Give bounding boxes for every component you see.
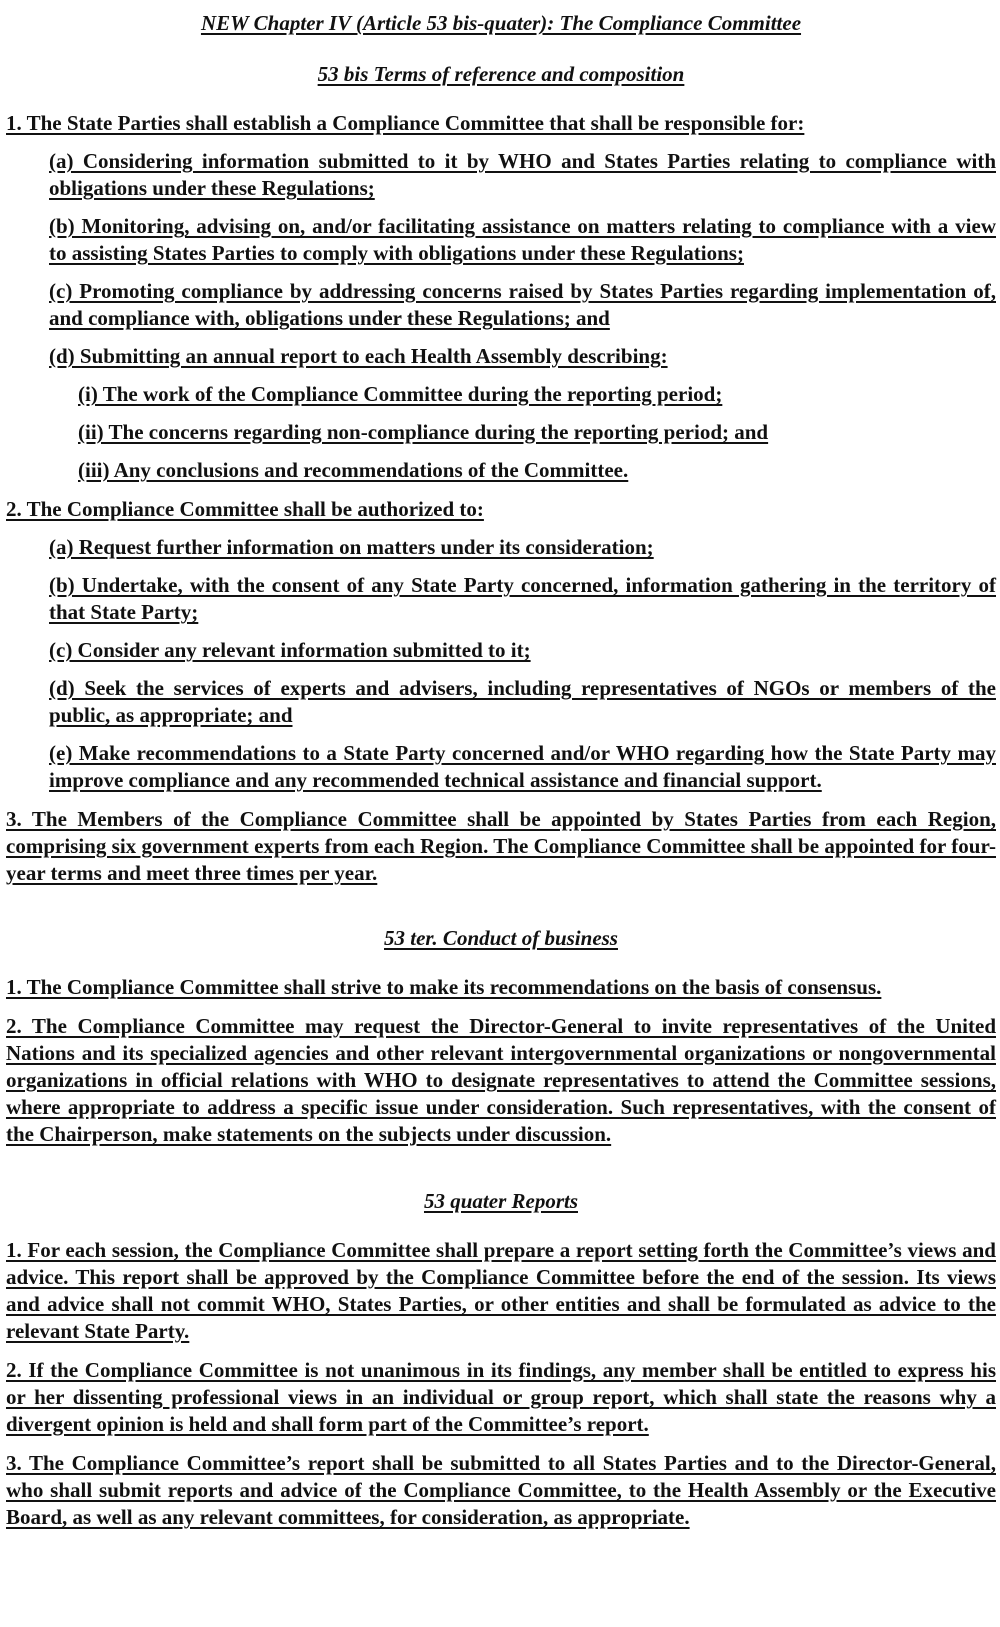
document-page xyxy=(6,4,996,1531)
paragraph-53quater-1: 1. For each session, the Compliance Committee shall prepare a report setting forth the Committee’s views and advice. This report shall be approved by the Compliance Committee before the end of the session. Its views and advice shall not commit WHO, States Parties, or other entities and shall be formulated as advice to the relevant State Party. xyxy=(6,1238,996,1343)
clause-53bis-1d-i: (i) The work of the Compliance Committee during the reporting period; xyxy=(78,382,723,406)
clause-53bis-2e: (e) Make recommendations to a State Party concerned and/or WHO regarding how the State Party may improve compliance and any recommended technical assistance and financial support. xyxy=(49,741,996,792)
paragraph-53ter-2: 2. The Compliance Committee may request the Director-General to invite representatives of the United Nations and its specialized agencies and other relevant intergovernmental organizations or nongovernmental organizations in official relations with WHO to designate representatives to attend the Committee sessions, where appropriate to address a specific issue under consideration. Such representatives, with the consent of the Chairperson, make statements on the subjects under discussion. xyxy=(6,1014,996,1146)
paragraph-53quater-2: 2. If the Compliance Committee is not unanimous in its findings, any member shall be entitled to express his or her dissenting professional views in an individual or group report, which shall state the reasons why a divergent opinion is held and shall form part of the Committee’s report. xyxy=(6,1358,996,1436)
paragraph-53bis-1: 1. The State Parties shall establish a Compliance Committee that shall be responsible for: xyxy=(6,111,805,135)
clause-53bis-2b: (b) Undertake, with the consent of any State Party concerned, information gathering in the territory of that State Party; xyxy=(49,573,996,624)
paragraph-53bis-2: 2. The Compliance Committee shall be authorized to: xyxy=(6,497,484,521)
clause-53bis-2a: (a) Request further information on matters under its consideration; xyxy=(49,535,654,559)
paragraph-53ter-1: 1. The Compliance Committee shall strive to make its recommendations on the basis of consensus. xyxy=(6,975,882,999)
paragraph-53quater-3: 3. The Compliance Committee’s report shall be submitted to all States Parties and to the Director-General, who shall submit reports and advice of the Compliance Committee, to the Health Assembly or the Executive Board, as well as any relevant committees, for consideration, as appropriate. xyxy=(6,1451,996,1529)
clause-53bis-1d-ii: (ii) The concerns regarding non-compliance during the reporting period; and xyxy=(78,420,769,444)
clause-53bis-1a: (a) Considering information submitted to it by WHO and States Parties relating to compliance with obligations under these Regulations; xyxy=(49,149,996,200)
clause-53bis-1d-iii: (iii) Any conclusions and recommendations of the Committee. xyxy=(78,458,629,482)
chapter-title: NEW Chapter IV (Article 53 bis-quater): The Compliance Committee xyxy=(200,11,802,35)
clause-53bis-2d: (d) Seek the services of experts and advisers, including representatives of NGOs or members of the public, as appropriate; and xyxy=(49,676,996,727)
clause-53bis-1b: (b) Monitoring, advising on, and/or facilitating assistance on matters relating to compliance with a view to assisting States Parties to comply with obligations under these Regulations; xyxy=(49,214,996,265)
clause-53bis-2c: (c) Consider any relevant information submitted to it; xyxy=(49,638,531,662)
section-53quater-heading: 53 quater Reports xyxy=(423,1189,578,1213)
clause-53bis-1c: (c) Promoting compliance by addressing concerns raised by States Parties regarding implementation of, and compliance with, obligations under these Regulations; and xyxy=(49,279,996,330)
section-53bis-heading: 53 bis Terms of reference and composition xyxy=(317,62,685,86)
clause-53bis-1d: (d) Submitting an annual report to each Health Assembly describing: xyxy=(49,344,668,368)
paragraph-53bis-3: 3. The Members of the Compliance Committee shall be appointed by States Parties from each Region, comprising six government experts from each Region. The Compliance Committee shall be appointed for four-year terms and meet three times per year. xyxy=(6,807,996,885)
section-53ter-heading: 53 ter. Conduct of business xyxy=(384,926,618,950)
